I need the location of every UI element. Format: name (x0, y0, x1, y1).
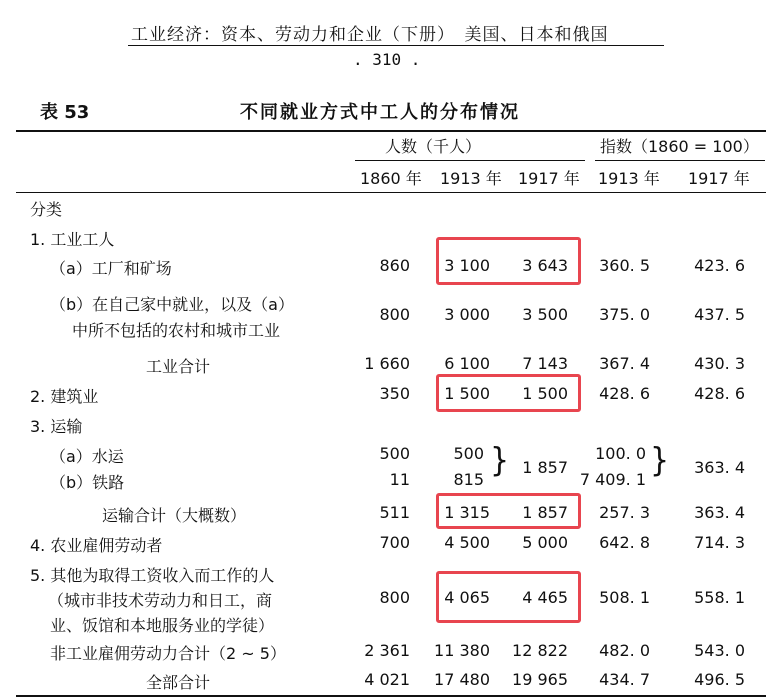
highlight-box (436, 571, 581, 623)
cell-1860: 2 361 (364, 641, 410, 660)
cell-1917-merged: 1 857 (522, 458, 568, 477)
highlight-box (436, 493, 581, 529)
cell-1917: 3 643 (522, 256, 568, 275)
cell-index-1917: 558. 1 (694, 588, 745, 607)
row-label-cont: 中所不包括的农村和城市工业 (72, 321, 281, 340)
cell-1860: 800 (379, 305, 410, 324)
cell-1913: 6 100 (444, 354, 490, 373)
cell-index-1917: 496. 5 (694, 670, 745, 689)
row-label: 4. 农业雇佣劳动者 (30, 536, 163, 555)
cell-index-1917: 714. 3 (694, 533, 745, 552)
row-label: 3. 运输 (30, 417, 83, 436)
header-rule (128, 45, 664, 46)
cell-1913: 815 (453, 470, 484, 489)
row-label-cont: 业、饭馆和本地服务业的学徒） (50, 616, 275, 635)
cell-1860: 700 (379, 533, 410, 552)
table-number: 表 53 (40, 102, 90, 123)
cell-1917: 7 143 (522, 354, 568, 373)
cell-index-1917: 428. 6 (694, 384, 745, 403)
cell-1860: 350 (379, 384, 410, 403)
page-number: . 310 . (353, 50, 421, 69)
group-header-index: 指数（1860 = 100） (600, 137, 759, 156)
col-header-index-1913: 1913 年 (598, 169, 660, 188)
highlight-box (436, 374, 581, 412)
row-label: 工业合计 (146, 357, 211, 376)
row-label: （b）铁路 (50, 473, 125, 492)
cell-index-1917-merged: 363. 4 (694, 458, 745, 477)
row-label: 运输合计（大概数） (102, 506, 247, 525)
cell-1913: 1 500 (444, 384, 490, 403)
cell-1913: 3 000 (444, 305, 490, 324)
cell-index-1913: 375. 0 (599, 305, 650, 324)
cell-index-1913: 482. 0 (599, 641, 650, 660)
header-bottom-rule (16, 192, 766, 193)
row-label: （a）工厂和矿场 (50, 259, 172, 278)
cell-1860: 11 (389, 470, 410, 489)
cell-index-1913: 642. 8 (599, 533, 650, 552)
cell-index-1917: 430. 3 (694, 354, 745, 373)
cell-1913: 1 315 (444, 503, 490, 522)
table-bottom-rule (16, 695, 766, 697)
group-rule-index (595, 160, 765, 161)
category-label: 分类 (30, 200, 63, 219)
col-header-1860: 1860 年 (360, 169, 422, 188)
cell-1917: 1 500 (522, 384, 568, 403)
cell-1913: 500 (453, 444, 484, 463)
cell-1917: 3 500 (522, 305, 568, 324)
row-label: （b）在自己家中就业，以及（a） (50, 295, 294, 314)
group-rule-people (355, 160, 585, 161)
table-top-rule (16, 130, 766, 132)
table-title: 不同就业方式中工人的分布情况 (240, 102, 520, 123)
running-title: 工业经济：资本、劳动力和企业（下册） 美国、日本和俄国 (131, 25, 609, 45)
cell-1913: 4 500 (444, 533, 490, 552)
cell-index-1917: 437. 5 (694, 305, 745, 324)
cell-index-1913: 360. 5 (599, 256, 650, 275)
brace-index-transport: } (650, 441, 670, 480)
group-header-people: 人数（千人） (385, 137, 482, 156)
row-label: 非工业雇佣劳动力合计（2 ~ 5） (50, 644, 286, 663)
cell-index-1913: 257. 3 (599, 503, 650, 522)
row-label: 5. 其他为取得工资收入而工作的人 (30, 566, 275, 585)
cell-1917: 5 000 (522, 533, 568, 552)
cell-index-1917: 543. 0 (694, 641, 745, 660)
cell-1913: 4 065 (444, 588, 490, 607)
cell-1860: 1 660 (364, 354, 410, 373)
cell-index-1917: 423. 6 (694, 256, 745, 275)
row-label: 全部合计 (146, 673, 211, 692)
cell-1860: 500 (379, 444, 410, 463)
cell-1917: 4 465 (522, 588, 568, 607)
cell-index-1917: 363. 4 (694, 503, 745, 522)
cell-index-1913: 508. 1 (599, 588, 650, 607)
cell-1860: 800 (379, 588, 410, 607)
cell-1917: 12 822 (512, 641, 568, 660)
cell-index-1913: 434. 7 (599, 670, 650, 689)
col-header-index-1917: 1917 年 (688, 169, 750, 188)
cell-1913: 11 380 (434, 641, 490, 660)
cell-index-1913: 7 409. 1 (579, 470, 646, 489)
cell-1913: 3 100 (444, 256, 490, 275)
cell-index-1913: 428. 6 (599, 384, 650, 403)
cell-1860: 511 (379, 503, 410, 522)
row-label: （a）水运 (50, 447, 124, 466)
highlight-box (436, 237, 581, 285)
col-header-1913: 1913 年 (440, 169, 502, 188)
row-label: 1. 工业工人 (30, 230, 115, 249)
row-label: 2. 建筑业 (30, 387, 99, 406)
row-label-cont: （城市非技术劳动力和日工，商 (48, 591, 273, 610)
col-header-1917: 1917 年 (518, 169, 580, 188)
cell-1917: 19 965 (512, 670, 568, 689)
brace-1913-transport: } (490, 441, 510, 480)
cell-1860: 4 021 (364, 670, 410, 689)
cell-index-1913: 367. 4 (599, 354, 650, 373)
cell-1913: 17 480 (434, 670, 490, 689)
cell-1917: 1 857 (522, 503, 568, 522)
cell-index-1913: 100. 0 (595, 444, 646, 463)
cell-1860: 860 (379, 256, 410, 275)
